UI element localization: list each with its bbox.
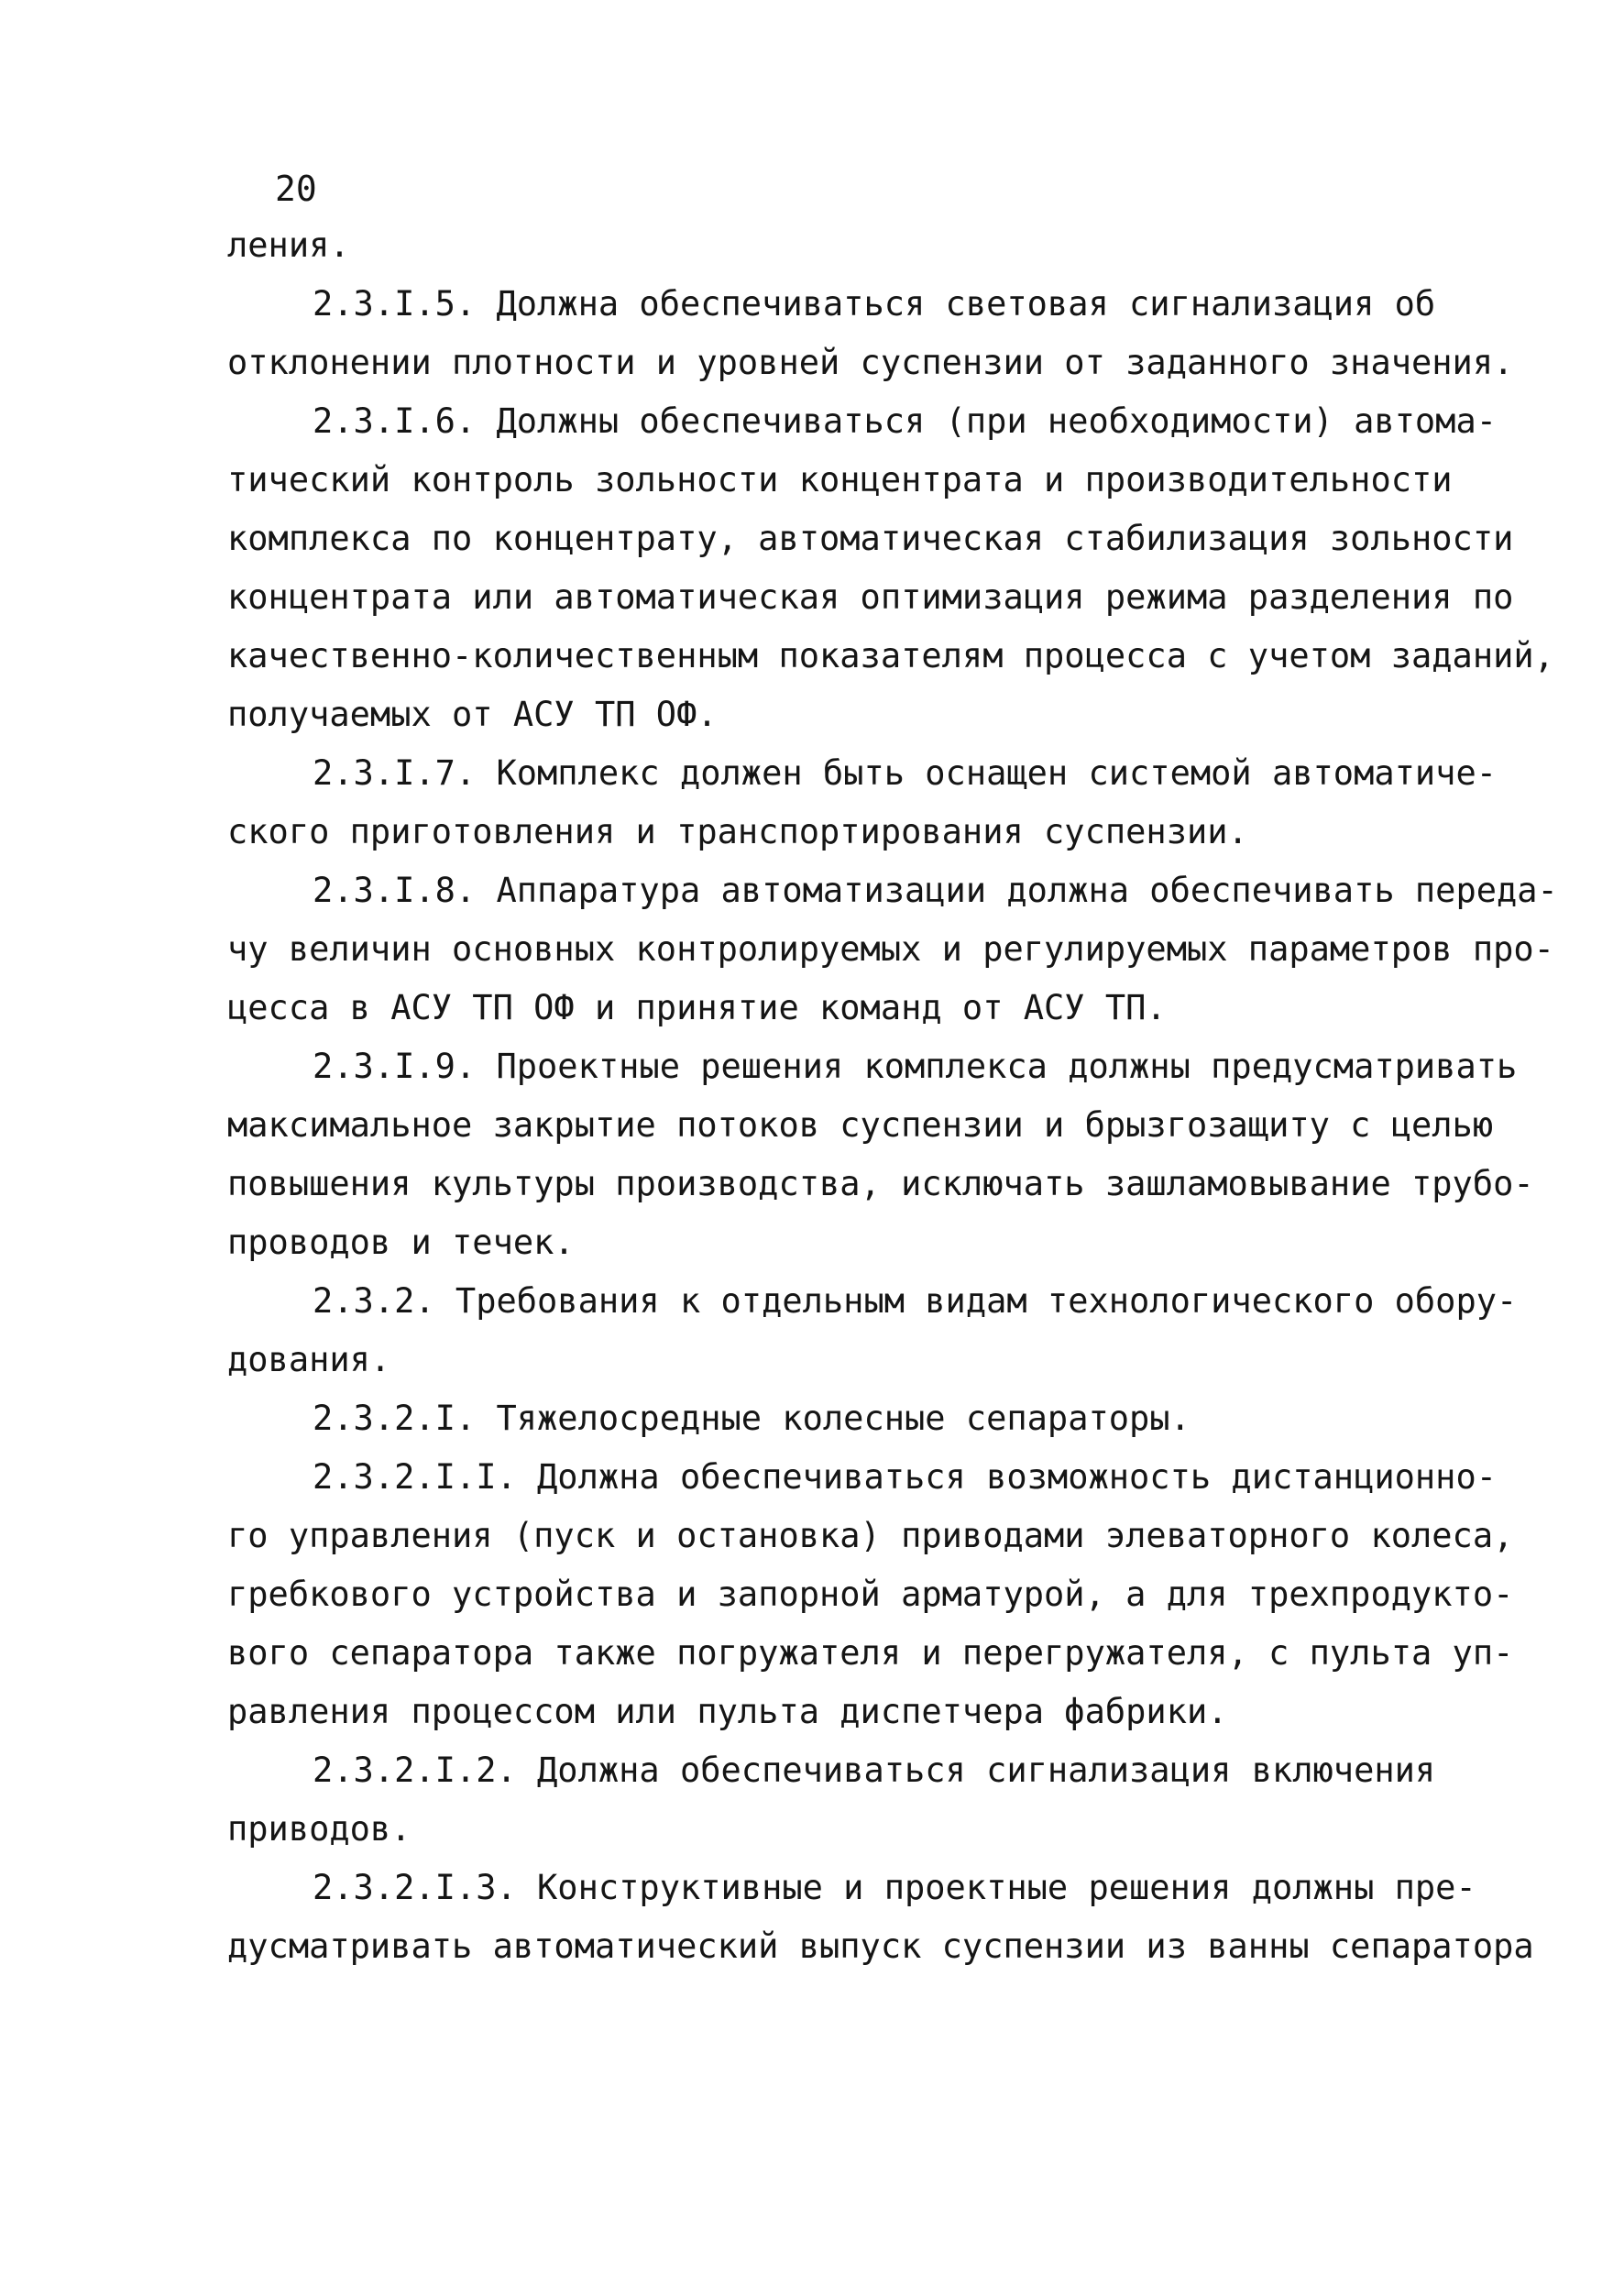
text-line: 2.3.2.I. Тяжелосредные колесные сепараторы. [313,1399,1191,1438]
text-line: равления процессом или пульта диспетчера фабрики. [227,1692,1228,1731]
text-line: чу величин основных контролируемых и регулируемых параметров про- [227,929,1554,969]
text-line: получаемых от АСУ ТП ОФ. [227,695,718,734]
text-line: цесса в АСУ ТП ОФ и принятие команд от АСУ ТП. [227,988,1167,1027]
text-line: ского приготовления и транспортирования суспензии. [227,812,1248,851]
text-line: тический контроль зольности концентрата и производительности [227,460,1453,499]
text-line: гребкового устройства и запорной арматурой, а для трехпродукто- [227,1575,1514,1614]
text-line: ления. [227,225,350,265]
text-line: повышения культуры производства, исключать зашламовывание трубо- [227,1164,1534,1203]
text-line: отклонении плотности и уровней суспензии от заданного значения. [227,343,1514,382]
text-line: 2.3.2.I.3. Конструктивные и проектные решения должны пре- [313,1868,1476,1907]
text-line: комплекса по концентрату, автоматическая стабилизация зольности [227,519,1514,558]
text-line: 2.3.I.5. Должна обеспечиваться световая сигнализация об [313,284,1436,324]
text-line: проводов и течек. [227,1223,575,1262]
text-line: дусматривать автоматический выпуск суспензии из ванны сепаратора [227,1926,1534,1966]
text-line: 2.3.2.I.I. Должна обеспечиваться возможность дистанционно- [313,1457,1498,1497]
text-line: 2.3.I.6. Должны обеспечиваться (при необходимости) автома- [313,401,1498,441]
text-line: го управления (пуск и остановка) приводами элеваторного колеса, [227,1516,1514,1555]
text-line: 2.3.I.9. Проектные решения комплекса должны предусматривать [313,1047,1518,1086]
page-number: 20 [275,169,317,209]
text-line: 2.3.I.7. Комплекс должен быть оснащен системой автоматиче- [313,753,1498,793]
text-line: приводов. [227,1809,411,1849]
text-line: концентрата или автоматическая оптимизация режима разделения по [227,577,1514,617]
text-line: дования. [227,1340,391,1379]
text-line: максимальное закрытие потоков суспензии и брызгозащиту с целью [227,1105,1494,1145]
text-line: 2.3.I.8. Аппаратура автоматизации должна обеспечивать переда- [313,871,1558,910]
text-line: качественно-количественным показателям процесса с учетом заданий, [227,636,1554,675]
text-line: 2.3.2.I.2. Должна обеспечиваться сигнализация включения [313,1751,1436,1790]
text-line: 2.3.2. Требования к отдельным видам технологического обору- [313,1281,1518,1321]
text-line: вого сепаратора также погружателя и перегружателя, с пульта уп- [227,1633,1514,1673]
